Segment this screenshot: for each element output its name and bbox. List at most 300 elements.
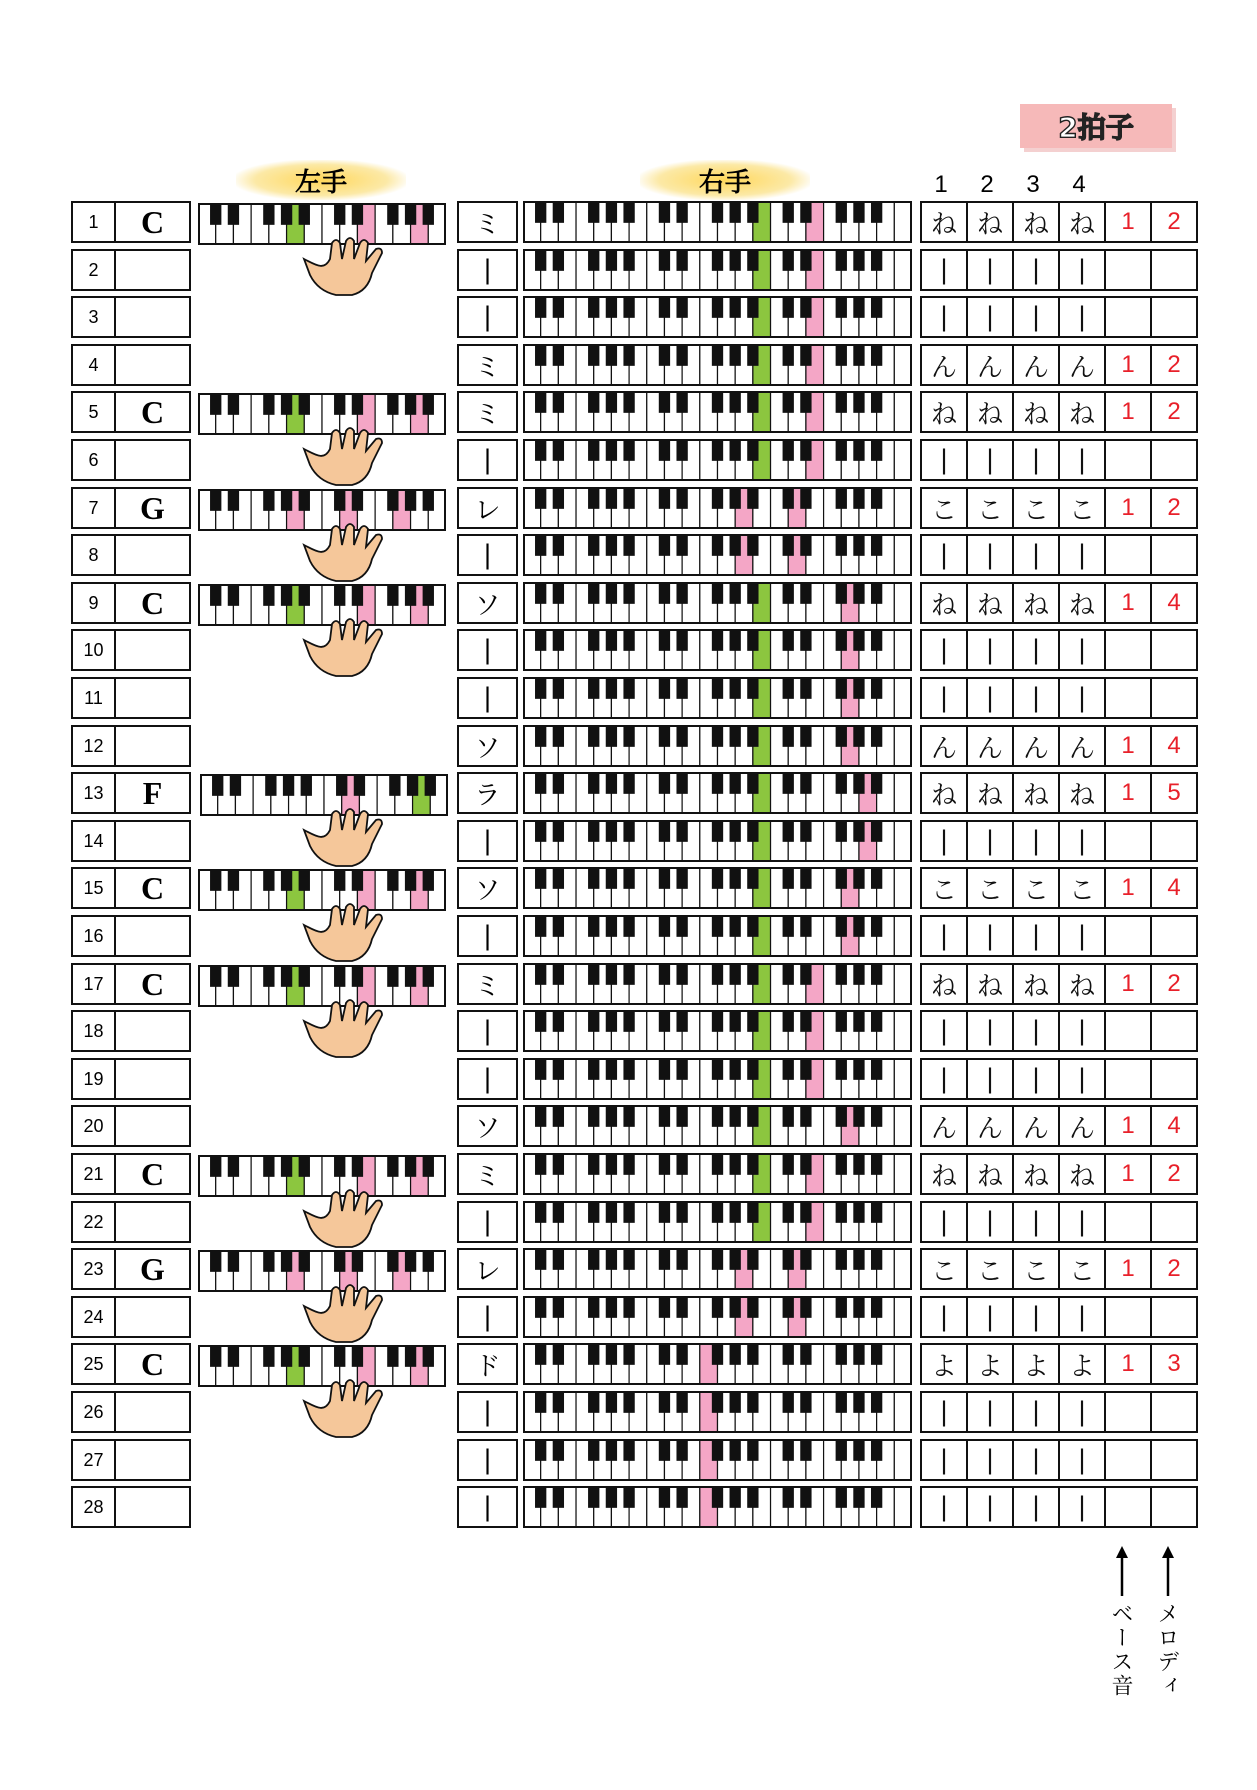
black-key — [334, 393, 345, 415]
measure-number: 8 — [71, 534, 116, 576]
black-key — [730, 1058, 741, 1080]
melody-finger-cell: 4 — [1150, 725, 1198, 767]
black-key — [730, 201, 741, 223]
black-key — [659, 1010, 670, 1032]
black-key — [800, 1391, 811, 1413]
white-key — [894, 725, 912, 767]
black-key — [730, 439, 741, 461]
lyric-cell: ね — [1058, 582, 1106, 624]
black-key — [712, 1296, 723, 1318]
black-key — [836, 344, 847, 366]
bass-arrow-icon — [1112, 1546, 1132, 1598]
black-key — [853, 1343, 864, 1365]
black-key — [623, 629, 634, 651]
black-key — [405, 489, 416, 511]
black-key — [352, 965, 363, 987]
lyric-cell: | — [966, 534, 1014, 576]
lyric-cell: ね — [1058, 772, 1106, 814]
lyric-cell: ん — [1058, 1105, 1106, 1147]
lyric-cell: ん — [1058, 725, 1106, 767]
bass-finger-cell: 1 — [1104, 1343, 1152, 1385]
black-key — [588, 439, 599, 461]
black-key — [783, 820, 794, 842]
black-key — [871, 867, 882, 889]
lyric-cell: ね — [1012, 1153, 1060, 1195]
lyric-cell: こ — [966, 1248, 1014, 1290]
black-key — [676, 1439, 687, 1461]
black-key — [535, 201, 546, 223]
black-key — [712, 1248, 723, 1270]
melody-finger-cell: 4 — [1150, 1105, 1198, 1147]
lyric-cell: ね — [1058, 391, 1106, 433]
black-key — [712, 629, 723, 651]
piano-keyboard — [523, 1105, 912, 1147]
black-key — [836, 391, 847, 413]
piano-keyboard — [523, 629, 912, 671]
black-key — [676, 915, 687, 937]
black-key — [676, 867, 687, 889]
black-key — [423, 489, 434, 511]
black-key — [553, 201, 564, 223]
black-key — [836, 296, 847, 318]
white-key — [894, 915, 912, 957]
white-key — [894, 1486, 912, 1528]
black-key — [853, 1153, 864, 1175]
lyric-cell: こ — [920, 487, 968, 529]
black-key — [352, 584, 363, 606]
black-key — [853, 1058, 864, 1080]
right-hand-note: ミ — [457, 344, 518, 386]
lyric-cell: こ — [1012, 487, 1060, 529]
chord-cell: C — [114, 201, 191, 243]
black-key — [659, 1439, 670, 1461]
black-key — [712, 1010, 723, 1032]
black-key — [783, 1439, 794, 1461]
black-key — [387, 1155, 398, 1177]
piano-keyboard — [523, 915, 912, 957]
black-key — [783, 725, 794, 747]
black-key — [263, 869, 274, 891]
black-key — [407, 774, 418, 796]
white-key — [894, 820, 912, 862]
lyric-cell: ね — [920, 201, 968, 243]
chord-cell — [114, 1486, 191, 1528]
black-key — [853, 344, 864, 366]
black-key — [553, 439, 564, 461]
black-key — [535, 249, 546, 271]
black-key — [783, 344, 794, 366]
black-key — [623, 725, 634, 747]
right-hand-note: レ — [457, 1248, 518, 1290]
black-key — [836, 963, 847, 985]
black-key — [783, 1486, 794, 1508]
black-key — [423, 1250, 434, 1272]
black-key — [535, 820, 546, 842]
black-key — [623, 677, 634, 699]
black-key — [623, 1486, 634, 1508]
black-key — [588, 1343, 599, 1365]
black-key — [747, 534, 758, 556]
measure-number: 18 — [71, 1010, 116, 1052]
black-key — [228, 1345, 239, 1367]
black-key — [352, 1250, 363, 1272]
lyric-cell: ね — [920, 582, 968, 624]
bass-finger-cell — [1104, 677, 1152, 719]
black-key — [712, 725, 723, 747]
black-key — [730, 487, 741, 509]
piano-keyboard — [523, 1248, 912, 1290]
black-key — [712, 487, 723, 509]
black-key — [553, 391, 564, 413]
black-key — [334, 489, 345, 511]
black-key — [712, 963, 723, 985]
melody-finger-cell: 2 — [1150, 963, 1198, 1005]
lyric-cell: | — [1058, 915, 1106, 957]
chord-cell: C — [114, 867, 191, 909]
black-key — [606, 629, 617, 651]
black-key — [783, 582, 794, 604]
lyric-cell: | — [920, 249, 968, 291]
black-key — [676, 1010, 687, 1032]
black-key — [676, 963, 687, 985]
lyric-cell: | — [920, 1439, 968, 1481]
black-key — [712, 677, 723, 699]
black-key — [553, 1296, 564, 1318]
black-key — [712, 201, 723, 223]
black-key — [712, 772, 723, 794]
measure-number: 28 — [71, 1486, 116, 1528]
beat-number-2: 2 — [980, 171, 994, 198]
hand-icon — [296, 1189, 406, 1251]
black-key — [299, 203, 310, 225]
black-key — [783, 1010, 794, 1032]
black-key — [535, 296, 546, 318]
black-key — [783, 296, 794, 318]
piano-keyboard — [523, 1343, 912, 1385]
black-key — [853, 249, 864, 271]
right-hand-note: ド — [457, 1343, 518, 1385]
black-key — [352, 489, 363, 511]
black-key — [783, 487, 794, 509]
melody-finger-cell — [1150, 439, 1198, 481]
black-key — [588, 582, 599, 604]
black-key — [712, 1153, 723, 1175]
black-key — [535, 1439, 546, 1461]
black-key — [606, 867, 617, 889]
black-key — [712, 344, 723, 366]
black-key — [389, 774, 400, 796]
black-key — [747, 344, 758, 366]
bass-finger-cell: 1 — [1104, 487, 1152, 529]
black-key — [853, 1105, 864, 1127]
lyric-cell: | — [1058, 534, 1106, 576]
lyric-cell: | — [1012, 296, 1060, 338]
black-key — [853, 534, 864, 556]
piano-keyboard — [523, 1391, 912, 1433]
chord-cell — [114, 915, 191, 957]
lyric-cell: | — [920, 677, 968, 719]
white-key — [894, 296, 912, 338]
piano-keyboard — [523, 249, 912, 291]
black-key — [606, 582, 617, 604]
melody-finger-cell — [1150, 677, 1198, 719]
black-key — [783, 1343, 794, 1365]
black-key — [712, 867, 723, 889]
black-key — [623, 915, 634, 937]
right-hand-note: | — [457, 915, 518, 957]
black-key — [623, 1439, 634, 1461]
bass-finger-cell: 1 — [1104, 1105, 1152, 1147]
chord-cell: C — [114, 1153, 191, 1195]
white-key — [894, 344, 912, 386]
black-key — [281, 1345, 292, 1367]
black-key — [535, 391, 546, 413]
black-key — [623, 1296, 634, 1318]
black-key — [747, 867, 758, 889]
black-key — [783, 1105, 794, 1127]
black-key — [659, 1296, 670, 1318]
bass-finger-cell — [1104, 629, 1152, 671]
black-key — [730, 963, 741, 985]
hand-icon — [296, 618, 406, 680]
lyric-cell: | — [966, 1391, 1014, 1433]
black-key — [871, 1153, 882, 1175]
black-key — [265, 774, 276, 796]
black-key — [836, 915, 847, 937]
black-key — [623, 1248, 634, 1270]
melody-finger-cell — [1150, 1058, 1198, 1100]
lyric-cell: よ — [920, 1343, 968, 1385]
black-key — [352, 1345, 363, 1367]
black-key — [871, 1486, 882, 1508]
lyric-cell: ん — [966, 725, 1014, 767]
black-key — [836, 629, 847, 651]
right-hand-note: | — [457, 1201, 518, 1243]
measure-number: 3 — [71, 296, 116, 338]
black-key — [535, 1058, 546, 1080]
melody-finger-cell — [1150, 1201, 1198, 1243]
measure-number: 23 — [71, 1248, 116, 1290]
black-key — [606, 1439, 617, 1461]
black-key — [659, 1201, 670, 1223]
measure-number: 5 — [71, 391, 116, 433]
black-key — [623, 1153, 634, 1175]
black-key — [352, 1155, 363, 1177]
measure-number: 20 — [71, 1105, 116, 1147]
hand-icon — [296, 903, 406, 965]
piano-keyboard — [523, 1058, 912, 1100]
black-key — [836, 867, 847, 889]
black-key — [606, 1248, 617, 1270]
black-key — [423, 869, 434, 891]
black-key — [553, 487, 564, 509]
black-key — [871, 677, 882, 699]
white-key — [894, 1248, 912, 1290]
lyric-cell: ね — [966, 201, 1014, 243]
black-key — [553, 1439, 564, 1461]
black-key — [871, 344, 882, 366]
chord-cell — [114, 820, 191, 862]
bass-finger-cell — [1104, 1201, 1152, 1243]
black-key — [659, 249, 670, 271]
black-key — [783, 677, 794, 699]
lyric-cell: | — [1012, 1296, 1060, 1338]
bass-finger-cell: 1 — [1104, 725, 1152, 767]
chord-cell: F — [114, 772, 191, 814]
black-key — [871, 1439, 882, 1461]
black-key — [553, 1486, 564, 1508]
lyric-cell: | — [1058, 1439, 1106, 1481]
black-key — [747, 915, 758, 937]
black-key — [553, 296, 564, 318]
black-key — [659, 1153, 670, 1175]
black-key — [623, 249, 634, 271]
lyric-cell: | — [966, 1010, 1014, 1052]
time-signature-badge: 2拍子 — [1020, 104, 1172, 148]
black-key — [553, 1153, 564, 1175]
black-key — [210, 965, 221, 987]
chord-cell — [114, 1391, 191, 1433]
right-hand-note: ミ — [457, 963, 518, 1005]
black-key — [800, 1201, 811, 1223]
lyric-cell: | — [1012, 820, 1060, 862]
lyric-cell: | — [966, 1486, 1014, 1528]
left-hand-header: 左手 — [236, 160, 406, 200]
black-key — [301, 774, 312, 796]
black-key — [853, 391, 864, 413]
chord-cell: G — [114, 1248, 191, 1290]
measure-number: 19 — [71, 1058, 116, 1100]
black-key — [210, 393, 221, 415]
lyric-cell: | — [920, 1058, 968, 1100]
lyric-cell: こ — [966, 487, 1014, 529]
black-key — [623, 391, 634, 413]
black-key — [623, 1201, 634, 1223]
right-hand-note: | — [457, 1296, 518, 1338]
lyric-cell: | — [1012, 1439, 1060, 1481]
black-key — [623, 487, 634, 509]
black-key — [659, 439, 670, 461]
black-key — [659, 344, 670, 366]
lyric-cell: ね — [966, 963, 1014, 1005]
black-key — [836, 820, 847, 842]
black-key — [588, 344, 599, 366]
black-key — [836, 1391, 847, 1413]
black-key — [783, 249, 794, 271]
lyric-cell: ね — [920, 391, 968, 433]
black-key — [800, 1105, 811, 1127]
black-key — [871, 296, 882, 318]
lyric-cell: ね — [1058, 963, 1106, 1005]
black-key — [747, 772, 758, 794]
black-key — [210, 1345, 221, 1367]
black-key — [228, 393, 239, 415]
black-key — [659, 1486, 670, 1508]
lyric-cell: ん — [966, 344, 1014, 386]
black-key — [836, 772, 847, 794]
piano-keyboard — [523, 344, 912, 386]
black-key — [623, 201, 634, 223]
black-key — [800, 1296, 811, 1318]
black-key — [747, 1201, 758, 1223]
bass-finger-cell — [1104, 1296, 1152, 1338]
black-key — [747, 725, 758, 747]
black-key — [730, 867, 741, 889]
lyric-cell: | — [920, 820, 968, 862]
black-key — [871, 201, 882, 223]
melody-finger-cell: 4 — [1150, 582, 1198, 624]
black-key — [659, 963, 670, 985]
black-key — [281, 584, 292, 606]
measure-number: 14 — [71, 820, 116, 862]
melody-finger-cell: 4 — [1150, 867, 1198, 909]
black-key — [405, 584, 416, 606]
black-key — [553, 725, 564, 747]
black-key — [623, 963, 634, 985]
lyric-cell: こ — [920, 867, 968, 909]
black-key — [659, 201, 670, 223]
chord-cell — [114, 296, 191, 338]
measure-number: 15 — [71, 867, 116, 909]
black-key — [747, 439, 758, 461]
white-key — [894, 1105, 912, 1147]
black-key — [676, 1153, 687, 1175]
black-key — [871, 1105, 882, 1127]
melody-finger-cell — [1150, 915, 1198, 957]
piano-keyboard — [523, 534, 912, 576]
black-key — [623, 772, 634, 794]
black-key — [535, 772, 546, 794]
right-hand-note: | — [457, 1391, 518, 1433]
black-key — [553, 1105, 564, 1127]
black-key — [606, 677, 617, 699]
black-key — [853, 629, 864, 651]
lyric-cell: | — [920, 1010, 968, 1052]
black-key — [659, 1105, 670, 1127]
chord-cell — [114, 1058, 191, 1100]
black-key — [553, 677, 564, 699]
lyric-cell: | — [966, 677, 1014, 719]
black-key — [423, 203, 434, 225]
black-key — [352, 393, 363, 415]
right-hand-note: | — [457, 249, 518, 291]
black-key — [783, 1296, 794, 1318]
black-key — [606, 439, 617, 461]
bass-finger-cell — [1104, 1439, 1152, 1481]
lyric-cell: ね — [1012, 201, 1060, 243]
lyric-cell: こ — [1012, 867, 1060, 909]
black-key — [730, 772, 741, 794]
black-key — [588, 915, 599, 937]
black-key — [747, 1153, 758, 1175]
lyric-cell: ね — [1012, 391, 1060, 433]
black-key — [800, 867, 811, 889]
black-key — [800, 1486, 811, 1508]
lyric-cell: ん — [966, 1105, 1014, 1147]
black-key — [853, 867, 864, 889]
black-key — [853, 820, 864, 842]
black-key — [623, 582, 634, 604]
black-key — [623, 344, 634, 366]
black-key — [553, 1201, 564, 1223]
melody-finger-cell — [1150, 534, 1198, 576]
piano-keyboard — [523, 1486, 912, 1528]
lyric-cell: ん — [920, 725, 968, 767]
piano-keyboard — [523, 1296, 912, 1338]
melody-finger-cell — [1150, 1391, 1198, 1433]
lyric-cell: よ — [966, 1343, 1014, 1385]
black-key — [299, 489, 310, 511]
